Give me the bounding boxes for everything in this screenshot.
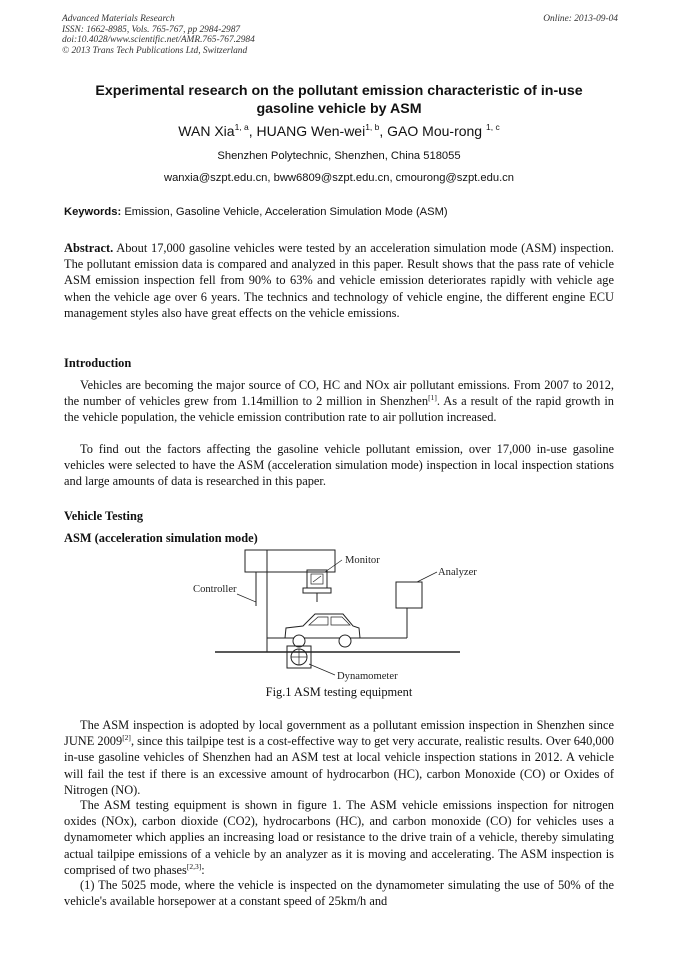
intro-p1-text-cont: . As a result of the rapid growth in the vehicle population, the vehicle emission contribution rate to air pollution increased.	[64, 394, 614, 425]
journal-name: Advanced Materials Research	[62, 14, 175, 24]
keywords-label: Keywords:	[64, 206, 122, 218]
citation: [2]	[122, 733, 131, 743]
controller-cabinet	[267, 550, 335, 572]
author-name: GAO Mou-rong	[387, 123, 483, 139]
title-line-1: Experimental research on the pollutant emission characteristic of in-use	[95, 83, 583, 99]
title-line-2: gasoline vehicle by ASM	[256, 101, 422, 117]
label-analyzer: Analyzer	[438, 567, 477, 578]
p4-text-cont: :	[201, 862, 205, 877]
leader-line	[325, 560, 342, 572]
analyzer-box	[396, 582, 422, 608]
doi: doi:10.4028/www.scientific.net/AMR.765-767.2984	[62, 35, 255, 46]
wheel-icon	[339, 635, 351, 647]
car-icon	[285, 614, 360, 638]
label-monitor: Monitor	[345, 555, 380, 566]
citation: [2,3]	[186, 861, 202, 871]
p3-text-cont: , since this tailpipe test is a cost-effective way to get very accurate, realistic results. Over 640,000 in-use gasoline vehicles of Shenzhen had an ASM test at local vehicle inspection stations in 2012. A vehicle will fail the test if there is an excessive amount of hydrocarbon (HC), carbon Monoxide (CO) or Oxides of Nitrogen (NO).	[64, 734, 614, 797]
keyboard-icon	[303, 588, 331, 593]
paper-title	[40, 82, 638, 118]
section-heading-introduction: Introduction	[64, 356, 132, 370]
author-sup: 1, c	[486, 122, 500, 132]
abstract	[64, 240, 614, 321]
abstract-label: Abstract.	[64, 241, 114, 255]
p3-text: The ASM inspection is adopted by local government as a pollutant emission inspection in Shenzhen since JUNE 2009	[64, 718, 614, 749]
body-paragraph-5025-mode: (1) The 5025 mode, where the vehicle is inspected on the dynamometer simulating the use of 50% of the vehicle's available horsepower at a constant speed of 25km/h and	[64, 878, 614, 909]
author-name: HUANG Wen-wei	[256, 123, 366, 139]
author-emails: wanxia@szpt.edu.cn, bww6809@szpt.edu.cn, cmourong@szpt.edu.cn	[164, 172, 514, 184]
leader-line	[237, 594, 256, 602]
keywords	[64, 206, 616, 218]
asm-equipment-figure	[185, 546, 485, 686]
figure-caption: Fig.1 ASM testing equipment	[265, 685, 413, 699]
p4-text: The ASM testing equipment is shown in figure 1. The ASM vehicle emissions inspection for nitrogen oxides (NOx), carbon dioxide (CO2), hydrocarbons (HC), and carbon monoxide (CO) for vehicles uses a dynamometer which applies an increasing load or resistance to the drive train of a vehicle, thereby simulating actual tailpipe emissions of a vehicle by an analyzer as it is moving and accelerating. The ASM inspection is comprised of two phases	[64, 798, 614, 877]
body-paragraph-asm-adoption	[64, 717, 614, 798]
copyright: © 2013 Trans Tech Publications Ltd, Switzerland	[62, 45, 248, 56]
controller-box	[245, 550, 267, 572]
label-dynamometer: Dynamometer	[337, 671, 398, 682]
intro-paragraph-1	[64, 377, 614, 426]
author-name: WAN Xia	[178, 123, 235, 139]
body-paragraph-equipment	[64, 797, 614, 878]
wheel-icon	[293, 635, 305, 647]
leader-line	[417, 572, 437, 582]
author-sup: 1, b	[365, 122, 380, 132]
issn: ISSN: 1662-8985, Vols. 765-767, pp 2984-2987	[62, 24, 241, 35]
online-date: Online: 2013-09-04	[543, 14, 618, 24]
monitor-glare	[313, 576, 321, 582]
author-sup: 1, a	[234, 122, 249, 132]
intro-p1-text: Vehicles are becoming the major source of CO, HC and NOx air pollutant emissions. From 2007 to 2012, the number of vehicles grew from 1.14million to 2 million in Shenzhen	[64, 378, 614, 409]
intro-paragraph-2: To find out the factors affecting the gasoline vehicle pollutant emission, over 17,000 in-use gasoline vehicles were selected to have the ASM (acceleration simulation mode) inspection in local inspection stations and large amounts of data is researched in this paper.	[64, 442, 614, 489]
subsection-heading-asm: ASM (acceleration simulation mode)	[64, 531, 258, 545]
section-heading-vehicle-testing: Vehicle Testing	[64, 509, 144, 523]
journal-header	[62, 14, 618, 56]
author-list: WAN Xia$^{1, a}$, HUANG Wen-wei$^{1, b}$, GAO Mou-rong $^{1, c}$	[178, 122, 500, 139]
keywords-text: Emission, Gasoline Vehicle, Acceleration Simulation Mode (ASM)	[124, 206, 448, 218]
affiliation: Shenzhen Polytechnic, Shenzhen, China 518055	[217, 150, 461, 162]
abstract-text: About 17,000 gasoline vehicles were tested by an acceleration simulation mode (ASM) inspection. The pollutant emission data is compared and analyzed in this paper. Result shows that the pass rate of vehicle ASM emission inspection fell from 90% to 63% and vehicle emission deteriorates rapidly with vehicle age when the vehicle age over 6 years. The technics and technology of vehicle engine, the different engine ECU management styles also have great effects on the vehicle emissions.	[64, 241, 614, 320]
leader-line	[309, 664, 335, 675]
label-controller: Controller	[193, 584, 237, 595]
citation: [1]	[428, 393, 437, 403]
